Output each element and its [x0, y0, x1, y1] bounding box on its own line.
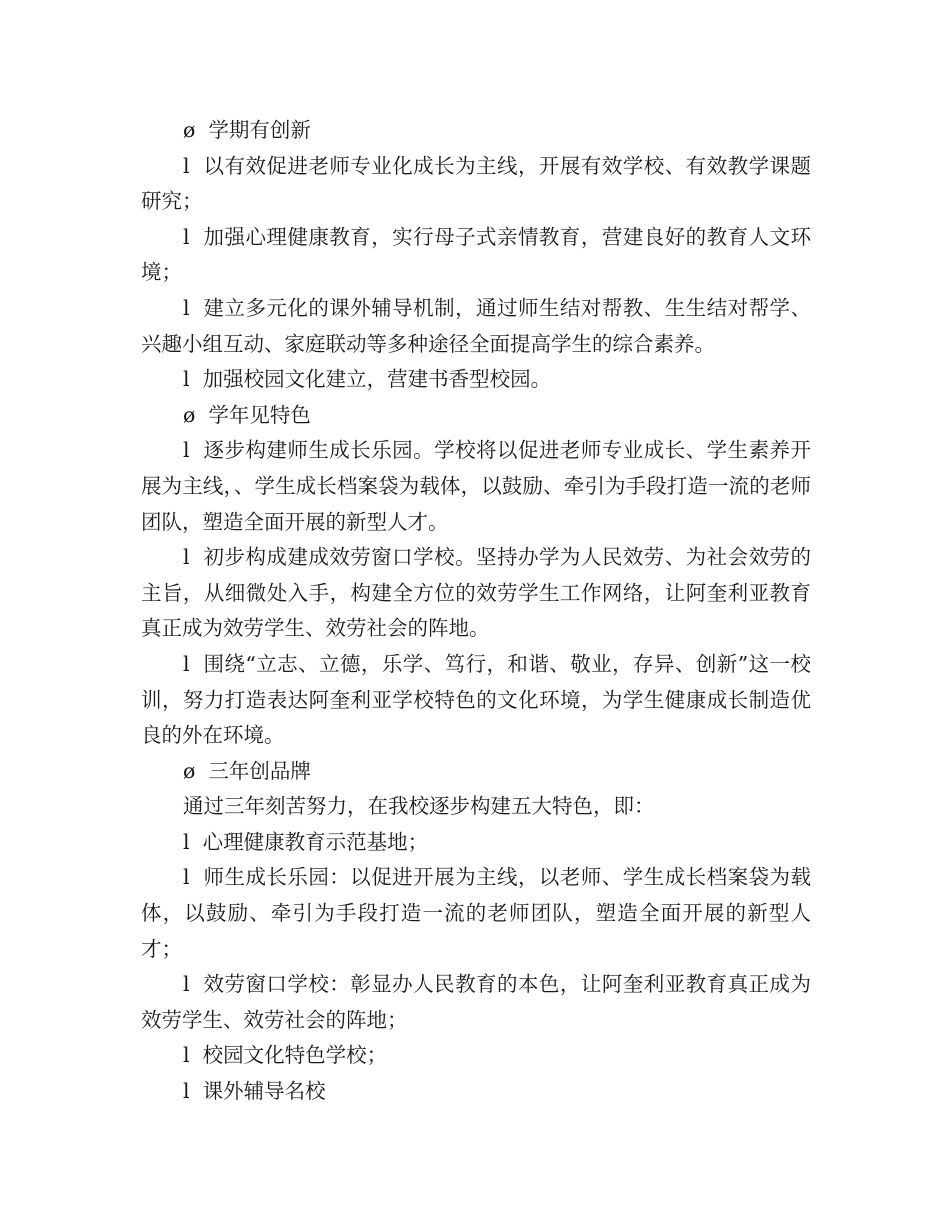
list-item: l 初步构成建成效劳窗口学校。坚持办学为人民效劳、为社会效劳的主旨，从细微处入手，构建全方位的效劳学生工作网络，让阿奎利亚教育真正成为效劳学生、效劳社会的阵地。	[141, 545, 811, 641]
intro-paragraph: 通过三年刻苦努力，在我校逐步构建五大特色，即：	[183, 794, 655, 819]
list-item: l 心理健康教育示范基地；	[183, 829, 429, 854]
list-item: l 师生成长乐园：以促进开展为主线，以老师、学生成长档案袋为载体，以鼓励、牵引为手段打造一流的老师团队，塑造全面开展的新型人才；	[141, 865, 811, 961]
heading-three-years: ø 三年创品牌	[183, 758, 311, 783]
heading-semester: ø 学期有创新	[183, 118, 311, 142]
list-item: l 加强校园文化建立，营建书香型校园。	[183, 367, 552, 392]
heading-school-year: ø 学年见特色	[183, 402, 311, 427]
list-item: l 以有效促进老师专业化成长为主线，开展有效学校、有效教学课题研究；	[141, 153, 811, 214]
list-item: l 课外辅导名校	[183, 1079, 326, 1104]
list-item: l 建立多元化的课外辅导机制，通过师生结对帮教、生生结对帮学、兴趣小组互动、家庭联动等多种途径全面提高学生的综合素养。	[141, 295, 811, 356]
list-item: l 校园文化特色学校；	[183, 1043, 388, 1068]
list-item: l 加强心理健康教育，实行母子式亲情教育，营建良好的教育人文环境；	[141, 224, 811, 285]
list-item: l 效劳窗口学校：彰显办人民教育的本色，让阿奎利亚教育真正成为效劳学生、效劳社会的阵地；	[141, 972, 811, 1032]
document-body	[141, 113, 811, 1110]
list-item: l 逐步构建师生成长乐园。学校将以促进老师专业成长、学生素养开展为主线，、学生成长档案袋为载体，以鼓励、牵引为手段打造一流的老师团队，塑造全面开展的新型人才。	[141, 438, 811, 534]
list-item: l 围绕“立志、立德，乐学、笃行，和谐、敬业，存异、创新”这一校训，努力打造表达阿奎利亚学校特色的文化环境，为学生健康成长制造优良的外在环境。	[141, 651, 811, 748]
